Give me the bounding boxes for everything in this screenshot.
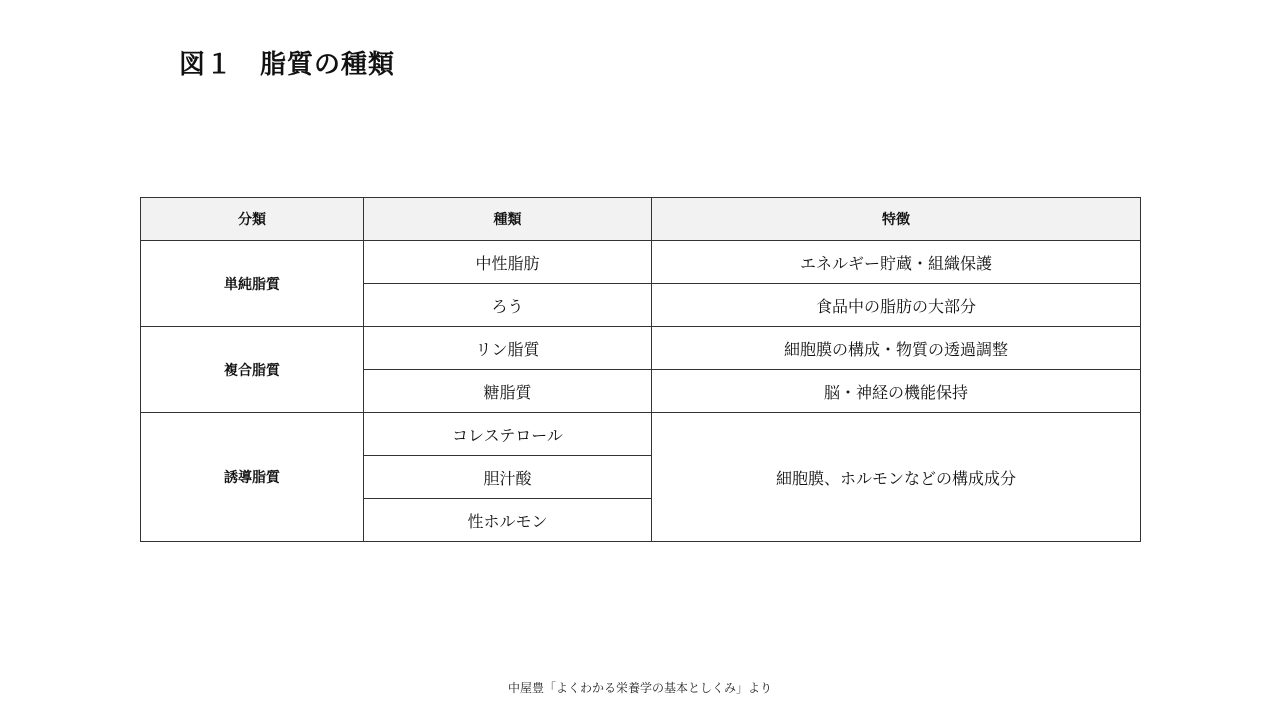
type-cell: 性ホルモン bbox=[364, 499, 652, 542]
feature-cell: 細胞膜の構成・物質の透過調整 bbox=[652, 327, 1141, 370]
category-cell: 複合脂質 bbox=[141, 327, 364, 413]
page-title: 図１ 脂質の種類 bbox=[179, 50, 396, 80]
lipid-types-table bbox=[140, 197, 1141, 542]
header-feature: 特徴 bbox=[652, 198, 1141, 241]
table-row bbox=[141, 413, 1141, 456]
type-cell: リン脂質 bbox=[364, 327, 652, 370]
category-cell: 誘導脂質 bbox=[141, 413, 364, 542]
type-cell: コレステロール bbox=[364, 413, 652, 456]
table-row bbox=[141, 327, 1141, 370]
feature-cell: エネルギー貯蔵・組織保護 bbox=[652, 241, 1141, 284]
type-cell: 胆汁酸 bbox=[364, 456, 652, 499]
table-row bbox=[141, 241, 1141, 284]
feature-cell: 食品中の脂肪の大部分 bbox=[652, 284, 1141, 327]
feature-cell: 細胞膜、ホルモンなどの構成成分 bbox=[652, 413, 1141, 542]
header-category: 分類 bbox=[141, 198, 364, 241]
source-citation: 中屋豊「よくわかる栄養学の基本としくみ」より bbox=[507, 681, 772, 695]
feature-cell: 脳・神経の機能保持 bbox=[652, 370, 1141, 413]
category-cell: 単純脂質 bbox=[141, 241, 364, 327]
type-cell: ろう bbox=[364, 284, 652, 327]
type-cell: 糖脂質 bbox=[364, 370, 652, 413]
header-type: 種類 bbox=[364, 198, 652, 241]
table-header-row bbox=[141, 198, 1141, 241]
type-cell: 中性脂肪 bbox=[364, 241, 652, 284]
